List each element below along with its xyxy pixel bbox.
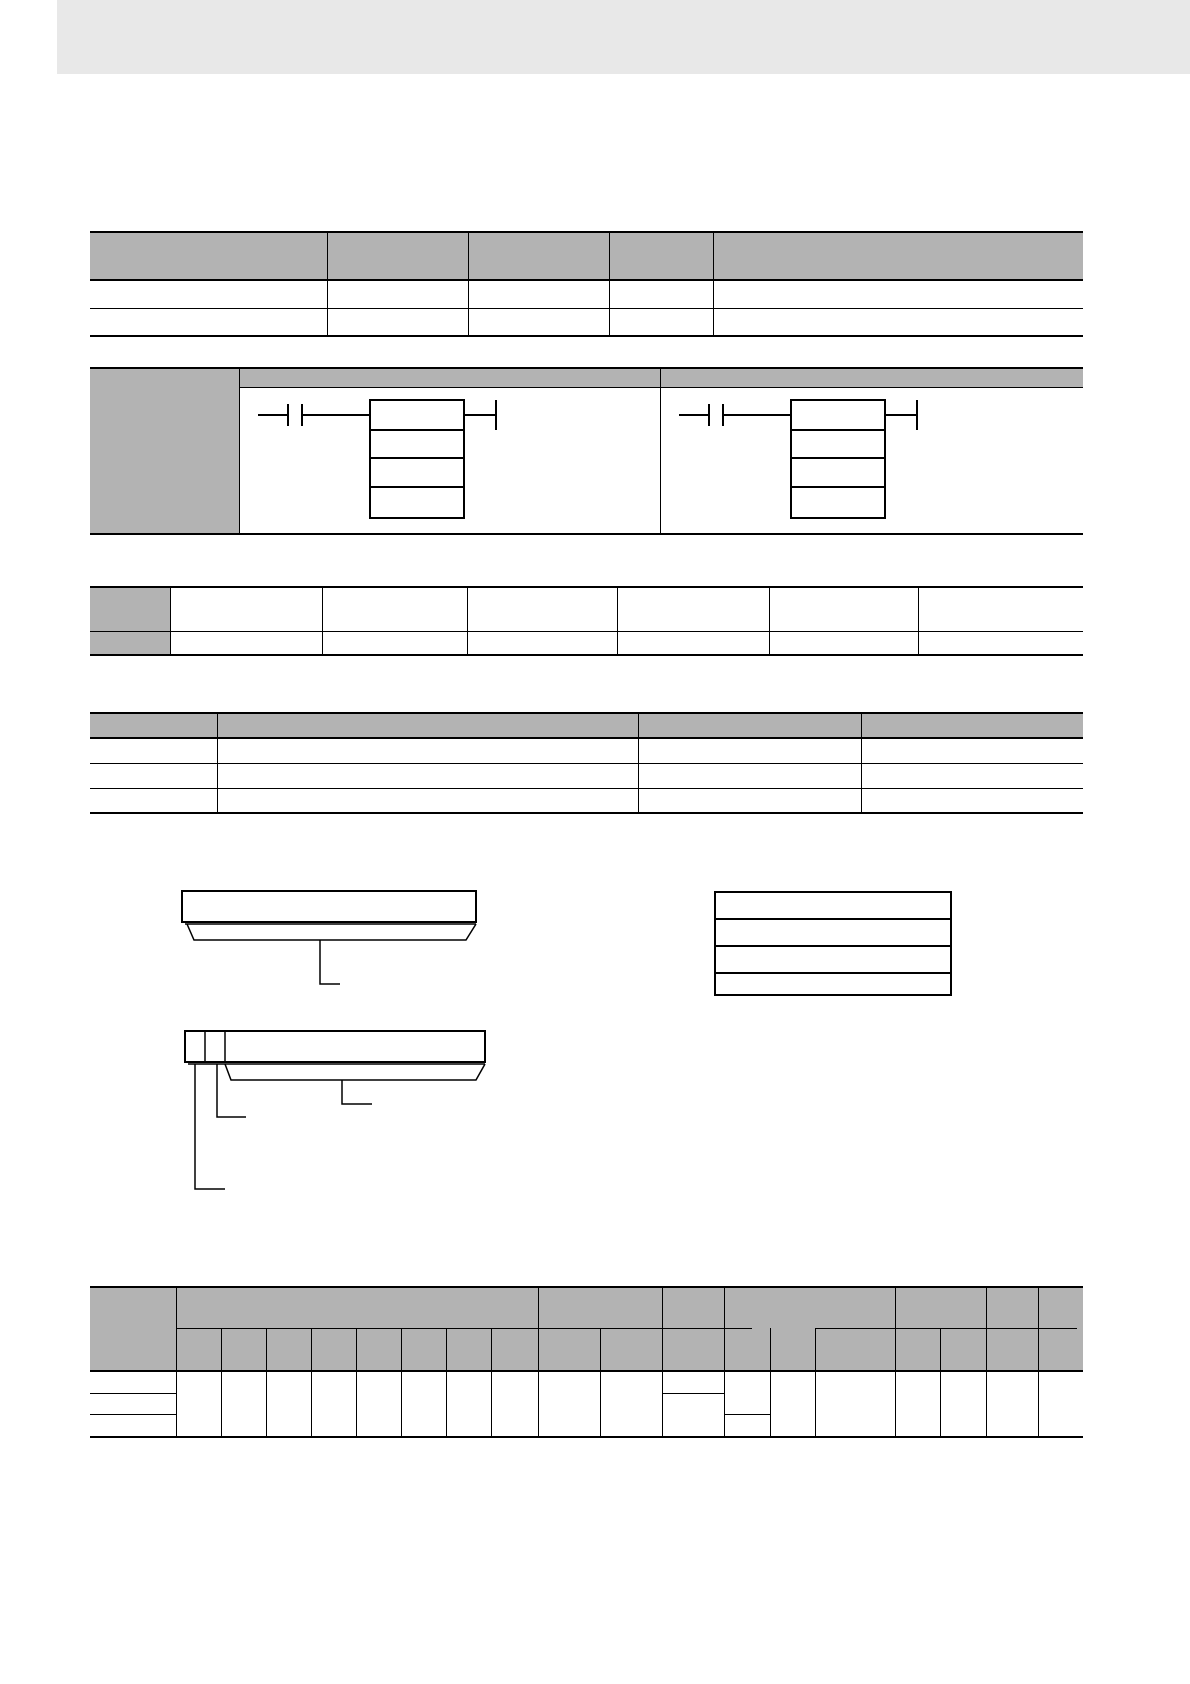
subcol-divider [491,1328,492,1436]
subcol-divider [356,1328,357,1436]
header-cell [90,233,327,280]
table-cell [918,587,1083,631]
ladder-diagram-1 [258,398,498,520]
subcol-divider [600,1328,601,1436]
table-cell [713,308,1083,336]
header-cell [90,631,170,655]
table-cell [327,308,468,336]
table-cell [170,587,322,631]
table-row [90,763,1083,788]
col-divider [895,1288,896,1436]
variations-header-row [90,587,1083,631]
header-cell [713,233,1083,280]
header-cell [609,233,713,280]
table-cell [468,280,609,308]
header-cell [327,233,468,280]
table-cell [217,763,638,788]
variations-table [90,586,1083,656]
table-cell [617,631,769,655]
header-cell [861,713,1083,738]
operand-area-header [90,1288,1083,1372]
word-spec-diagram [180,888,480,990]
ladder-label-cell [90,369,239,533]
header-cell [638,713,861,738]
stack-row [716,974,950,998]
table-cell [861,788,1083,813]
stack-row [716,893,950,920]
col-divider [986,1288,987,1436]
variations-row [90,631,1083,655]
header-cell [90,587,170,631]
table-cell [918,631,1083,655]
table-row [90,738,1083,763]
stack-row [716,920,950,947]
table-cell [769,587,918,631]
instruction-table-header [90,233,1083,280]
row-rule [724,1414,770,1415]
table-cell [90,308,327,336]
header-cell [90,713,217,738]
row-rule [90,1414,176,1415]
col-divider [662,1288,663,1436]
ladder-diagram-2 [679,398,919,520]
subcol-divider [815,1328,816,1436]
table-cell [861,738,1083,763]
table-row [90,308,1083,336]
subcol-divider [446,1328,447,1436]
table-cell [861,763,1083,788]
row-rule [90,1393,176,1394]
ladder-divider-mid [660,369,661,533]
table-cell [617,587,769,631]
col-divider [176,1288,177,1436]
table-cell [327,280,468,308]
table-cell [217,738,638,763]
stack-row [716,947,950,974]
table-cell [467,587,617,631]
row-rule [662,1393,724,1394]
header-cell [468,233,609,280]
table-cell [638,738,861,763]
table-cell [90,763,217,788]
table-cell [467,631,617,655]
subcol-divider [311,1328,312,1436]
ladder-col-header-1 [240,369,660,388]
table-cell [217,788,638,813]
group-rule [176,1328,752,1329]
table-cell [322,631,467,655]
table-cell [713,280,1083,308]
instruction-table [90,233,1083,337]
ladder-symbol-block [90,367,1083,535]
table-row [90,788,1083,813]
table-cell [322,587,467,631]
bit-spec-diagram [180,1028,490,1193]
ladder-divider-left [239,369,240,533]
table-cell [609,280,713,308]
operands-header-row [90,713,1083,738]
col-divider [538,1288,539,1436]
subcol-divider [401,1328,402,1436]
table-cell [468,308,609,336]
subcol-divider [940,1328,941,1436]
table-cell [90,280,327,308]
header-cell [217,713,638,738]
col-divider [1038,1288,1039,1436]
table-cell [90,738,217,763]
operand-area-table [90,1286,1083,1438]
table-cell [638,763,861,788]
table-cell [609,308,713,336]
page-header-band [57,0,1190,74]
ladder-col-header-2 [661,369,1083,388]
subcol-divider [770,1328,771,1436]
operands-table [90,712,1083,814]
subcol-divider [221,1328,222,1436]
subcol-divider [266,1328,267,1436]
table-row [90,280,1083,308]
register-stack [714,891,952,996]
table-cell [638,788,861,813]
table-cell [769,631,918,655]
table-cell [170,631,322,655]
table-cell [90,788,217,813]
